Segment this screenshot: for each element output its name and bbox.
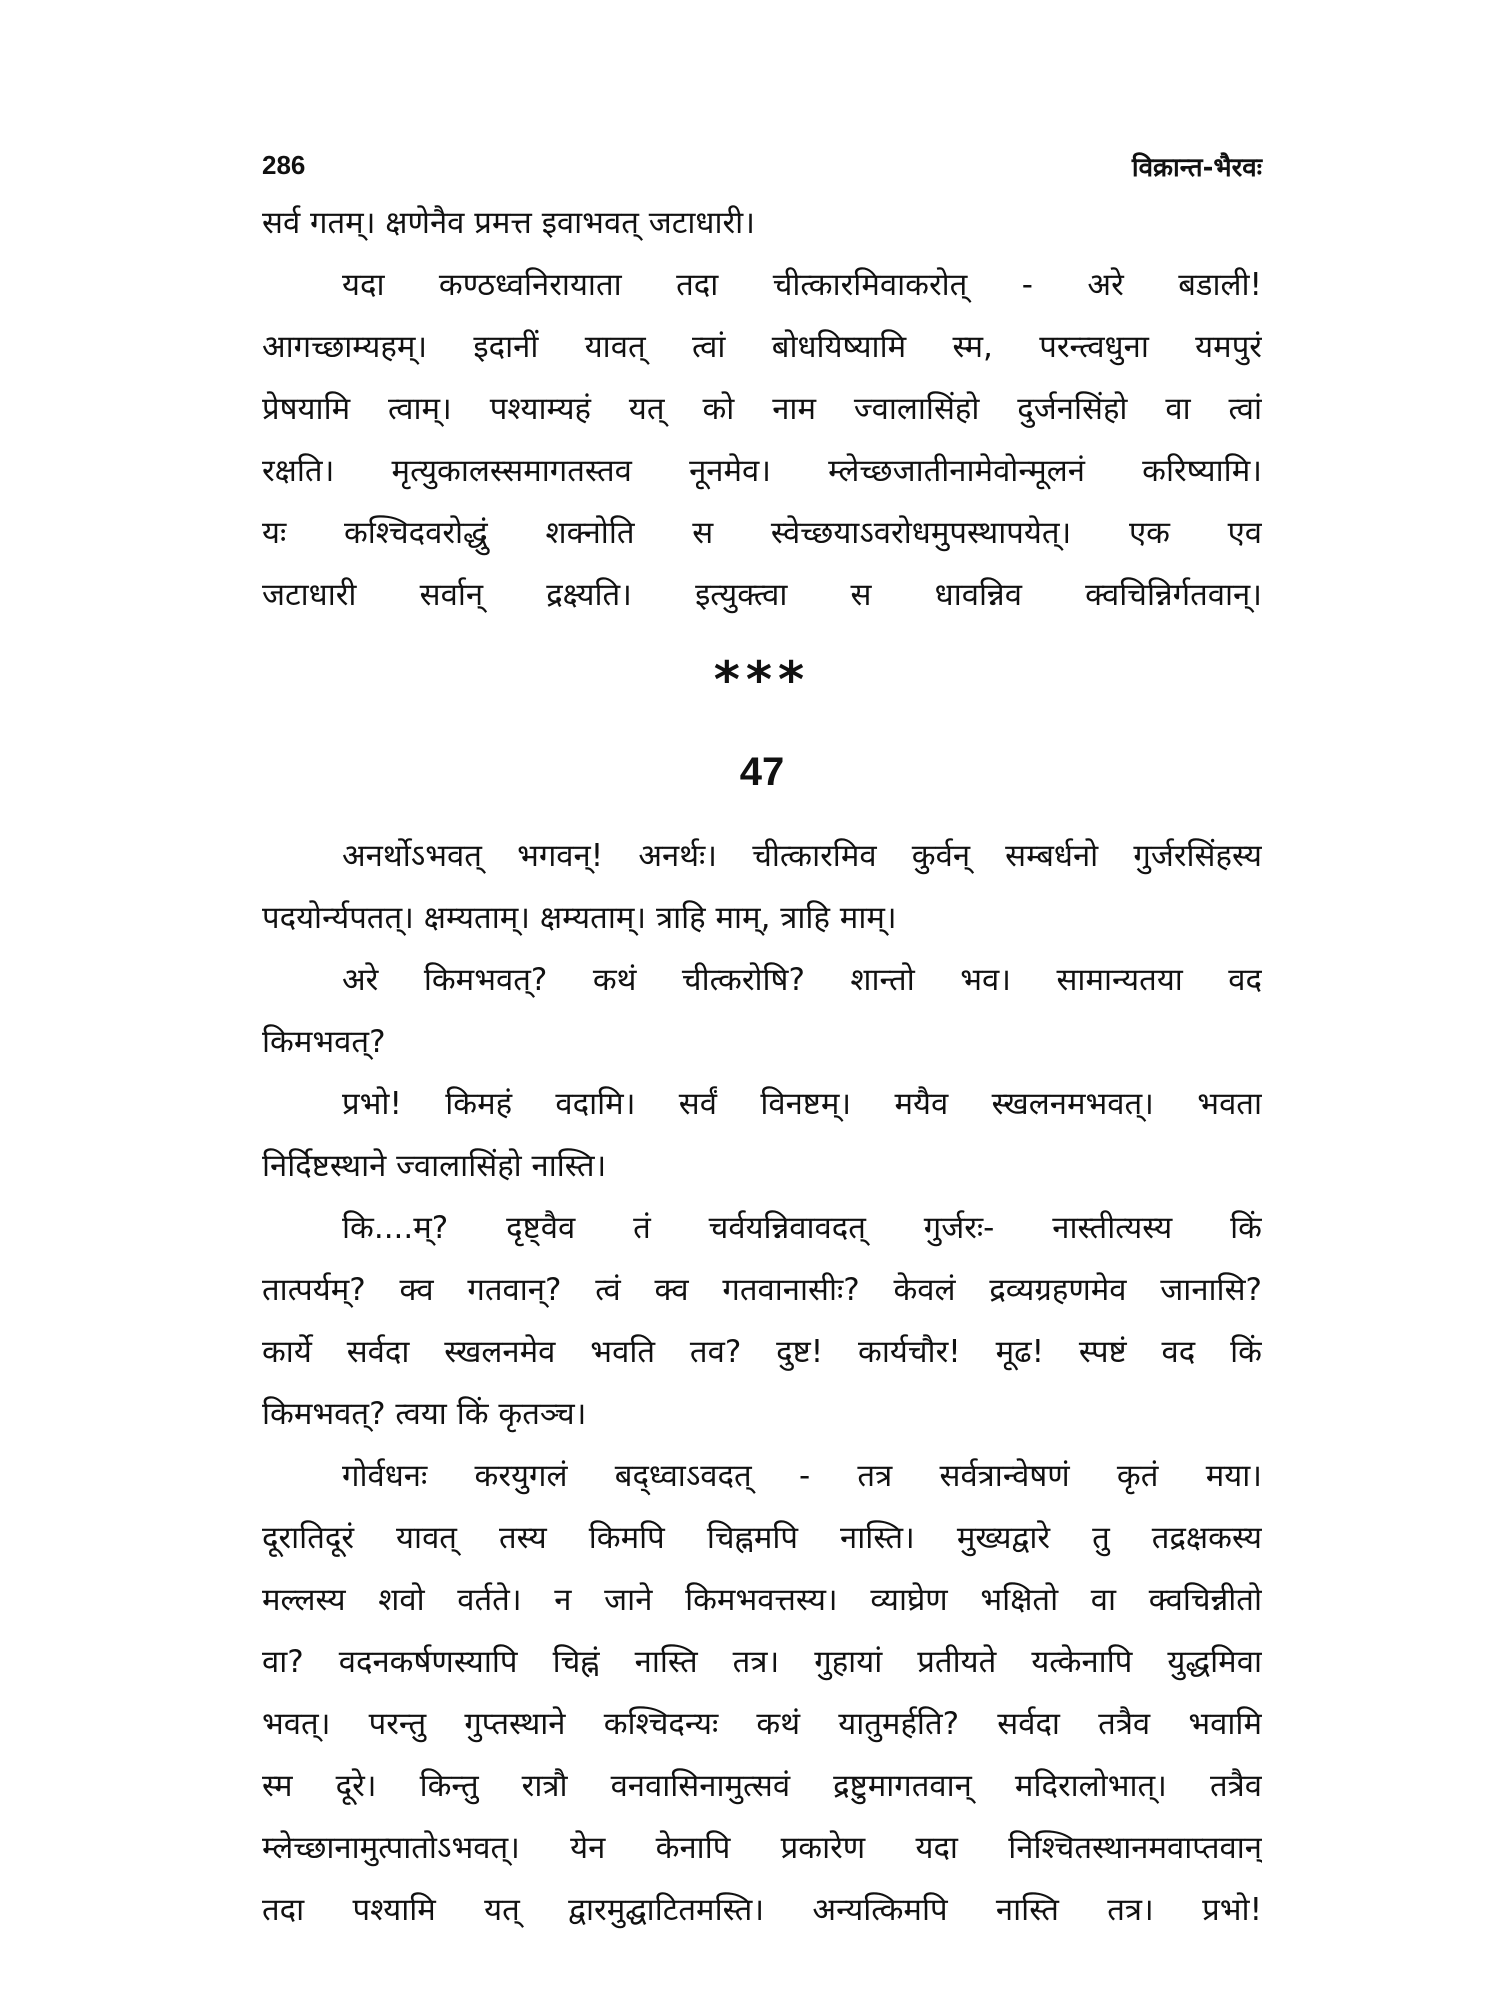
text-line: पदयोर्न्यपतत्। क्षम्यताम्। क्षम्यताम्। त्राहि माम्, त्राहि माम्। xyxy=(262,900,897,936)
section-separator: *** xyxy=(713,651,811,709)
page-number: 286 xyxy=(262,150,306,180)
text-line: रक्षति। मृत्युकालस्समागतस्तव नूनमेव। म्लेच्छजातीनामेवोन्मूलनं करिष्यामि। xyxy=(262,453,1262,489)
book-page xyxy=(262,120,1262,1960)
text-block-bottom xyxy=(262,825,1262,1941)
text-line: वा? वदनकर्षणस्यापि चिह्नं नास्ति तत्र। गुहायां प्रतीयते यत्केनापि युद्धमिवा xyxy=(262,1644,1262,1680)
text-line: मल्लस्य शवो वर्तते। न जाने किमभवत्तस्य। व्याघ्रेण भक्षितो वा क्वचिन्नीतो xyxy=(262,1582,1262,1618)
text-line: जटाधारी सर्वान् द्रक्ष्यति। इत्युक्त्वा स धावन्निव क्वचिन्निर्गतवान्। xyxy=(262,577,1262,613)
text-line: प्रेषयामि त्वाम्। पश्याम्यहं यत् को नाम ज्वालासिंहो दुर्जनसिंहो वा त्वां xyxy=(262,391,1262,427)
text-line: आगच्छाम्यहम्। इदानीं यावत् त्वां बोधयिष्यामि स्म, परन्त्वधुना यमपुरं xyxy=(262,329,1262,365)
text-line: किमभवत्? xyxy=(262,1024,386,1060)
text-line: यदा कण्ठध्वनिरायाता तदा चीत्कारमिवाकरोत् - अरे बडाली! xyxy=(342,267,1262,303)
text-line: म्लेच्छानामुत्पातोऽभवत्। येन केनापि प्रकारेण यदा निश्चितस्थानमवाप्तवान् xyxy=(262,1830,1262,1866)
chapter-number: 47 xyxy=(739,750,785,794)
text-line: प्रभो! किमहं वदामि। सर्वं विनष्टम्। मयैव स्खलनमभवत्। भवता xyxy=(342,1086,1262,1122)
page-header xyxy=(262,150,1262,190)
text-line: दूरातिदूरं यावत् तस्य किमपि चिह्नमपि नास्ति। मुख्यद्वारे तु तद्रक्षकस्य xyxy=(262,1520,1262,1556)
text-block-top xyxy=(262,192,1262,626)
text-line: किमभवत्? त्वया किं कृतञ्च। xyxy=(262,1396,587,1432)
text-line: अनर्थोऽभवत् भगवन्! अनर्थः। चीत्कारमिव कुर्वन् सम्बर्धनो गुर्जरसिंहस्य xyxy=(342,838,1262,874)
text-line: भवत्। परन्तु गुप्तस्थाने कश्चिदन्यः कथं यातुमर्हति? सर्वदा तत्रैव भवामि xyxy=(262,1706,1262,1742)
text-line: निर्दिष्टस्थाने ज्वालासिंहो नास्ति। xyxy=(262,1148,607,1184)
text-line: अरे किमभवत्? कथं चीत्करोषि? शान्तो भव। सामान्यतया वद xyxy=(342,962,1262,998)
text-line: तदा पश्यामि यत् द्वारमुद्घाटितमस्ति। अन्यत्किमपि नास्ति तत्र। प्रभो! xyxy=(262,1892,1262,1928)
text-line: सर्व गतम्। क्षणेनैव प्रमत्त इवाभवत् जटाधारी। xyxy=(262,205,755,241)
text-line: गोर्वधनः करयुगलं बद्ध्वाऽवदत् - तत्र सर्वत्रान्वेषणं कृतं मया। xyxy=(342,1458,1262,1494)
text-line: कि....म्? दृष्ट्वैव तं चर्वयन्निवावदत् गुर्जरः- नास्तीत्यस्य किं xyxy=(342,1210,1262,1246)
text-line: कार्ये सर्वदा स्खलनमेव भवति तव? दुष्ट! कार्यचौर! मूढ! स्पष्टं वद किं xyxy=(262,1334,1262,1370)
text-line: यः कश्चिदवरोद्धुं शक्नोति स स्वेच्छयाऽवरोधमुपस्थापयेत्। एक एव xyxy=(262,515,1262,551)
text-line: तात्पर्यम्? क्व गतवान्? त्वं क्व गतवानासीः? केवलं द्रव्यग्रहणमेव जानासि? xyxy=(262,1272,1262,1308)
text-line: स्म दूरे। किन्तु रात्रौ वनवासिनामुत्सवं द्रष्टुमागतवान् मदिरालोभात्। तत्रैव xyxy=(262,1768,1262,1804)
running-head: विक्रान्त-भैरवः xyxy=(1131,153,1262,183)
